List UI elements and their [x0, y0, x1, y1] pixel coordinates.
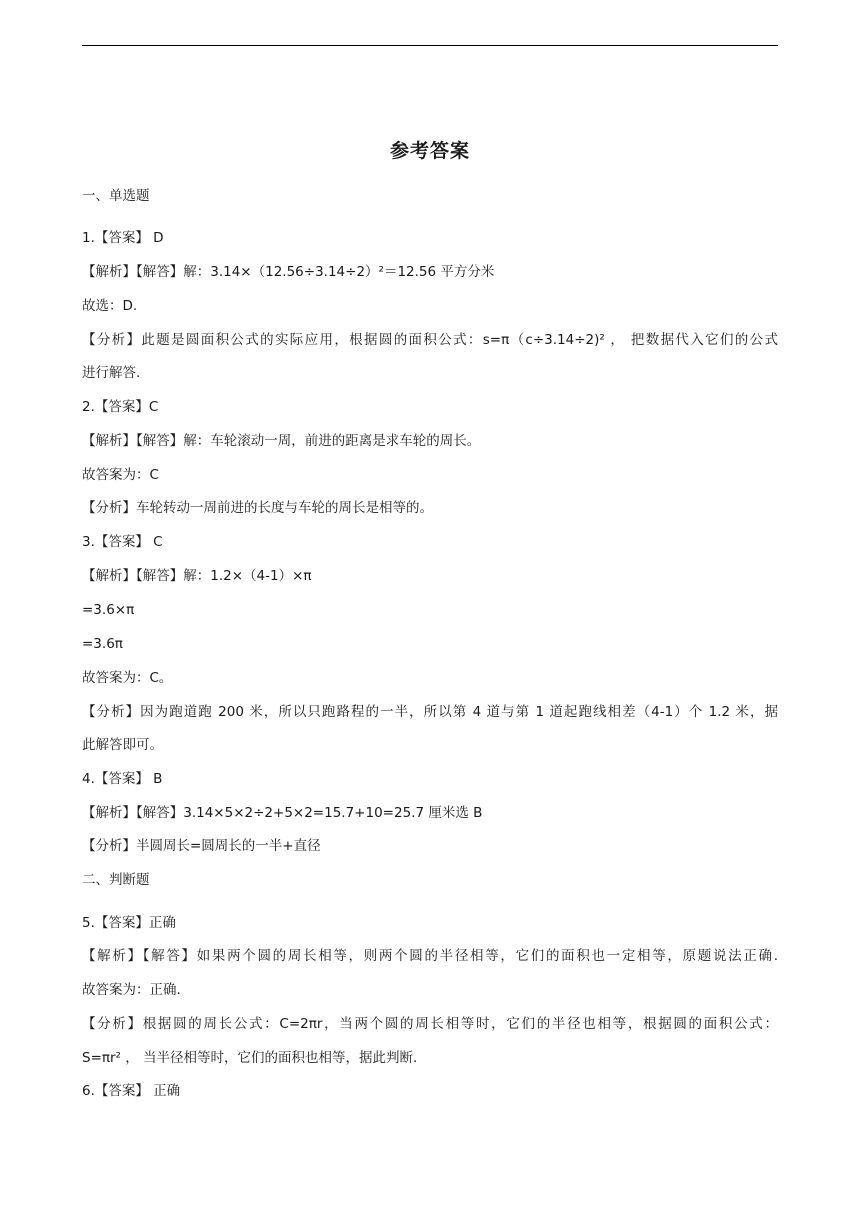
answer-line: 6.【答案】 正确: [82, 1083, 181, 1099]
conclusion-line: 故答案为：C。: [82, 670, 173, 686]
analysis-line: 【分析】因为跑道跑 200 米，所以只跑路程的一半，所以第 4 道与第 1 道起跑线相差（4-1）个 1.2 米，据: [82, 704, 778, 720]
answer-line: 5.【答案】正确: [82, 915, 176, 931]
answer-line: 3.【答案】 C: [82, 534, 163, 550]
calculation-line: =3.6×π: [82, 602, 135, 618]
calculation-line: =3.6π: [82, 636, 123, 652]
analysis-line-continued: 进行解答.: [82, 365, 141, 381]
analysis-line: 【分析】半圆周长=圆周长的一半+直径: [82, 838, 321, 854]
answer-line: 1.【答案】 D: [82, 230, 164, 246]
explanation-line: 【解析】【解答】解：3.14×（12.56÷3.14÷2）²＝12.56 平方分米: [82, 264, 495, 280]
page-title: 参考答案: [389, 140, 470, 162]
conclusion-line: 故答案为：正确.: [82, 982, 181, 998]
analysis-line: 【分析】此题是圆面积公式的实际应用，根据圆的面积公式：s=π（c÷3.14÷2)² ， 把数据代入它们的公式: [82, 332, 778, 348]
analysis-line: 【分析】车轮转动一周前进的长度与车轮的周长是相等的。: [82, 500, 433, 516]
section-heading: 二、判断题: [82, 872, 150, 888]
explanation-line: 【解析】【解答】解：车轮滚动一周，前进的距离是求车轮的周长。: [82, 433, 481, 449]
analysis-line: 【分析】根据圆的周长公式：C=2πr，当两个圆的周长相等时，它们的半径也相等，根据圆的面积公式：: [82, 1016, 778, 1032]
answer-line: 2.【答案】C: [82, 399, 159, 415]
explanation-line: 【解析】【解答】解：1.2×（4-1）×π: [82, 568, 312, 584]
header-rule: [82, 45, 778, 46]
answer-line: 4.【答案】 B: [82, 771, 163, 787]
explanation-line: 【解析】【解答】如果两个圆的周长相等，则两个圆的半径相等，它们的面积也一定相等，原题说法正确.: [82, 948, 778, 964]
conclusion-line: 故选：D.: [82, 298, 138, 314]
analysis-line-continued: 此解答即可。: [82, 737, 163, 753]
section-heading: 一、单选题: [82, 188, 150, 204]
analysis-line-continued: S=πr² ， 当半径相等时，它们的面积也相等，据此判断.: [82, 1050, 418, 1066]
conclusion-line: 故答案为：C: [82, 467, 159, 483]
explanation-line: 【解析】【解答】3.14×5×2÷2+5×2=15.7+10=25.7 厘米选 B: [82, 805, 483, 821]
